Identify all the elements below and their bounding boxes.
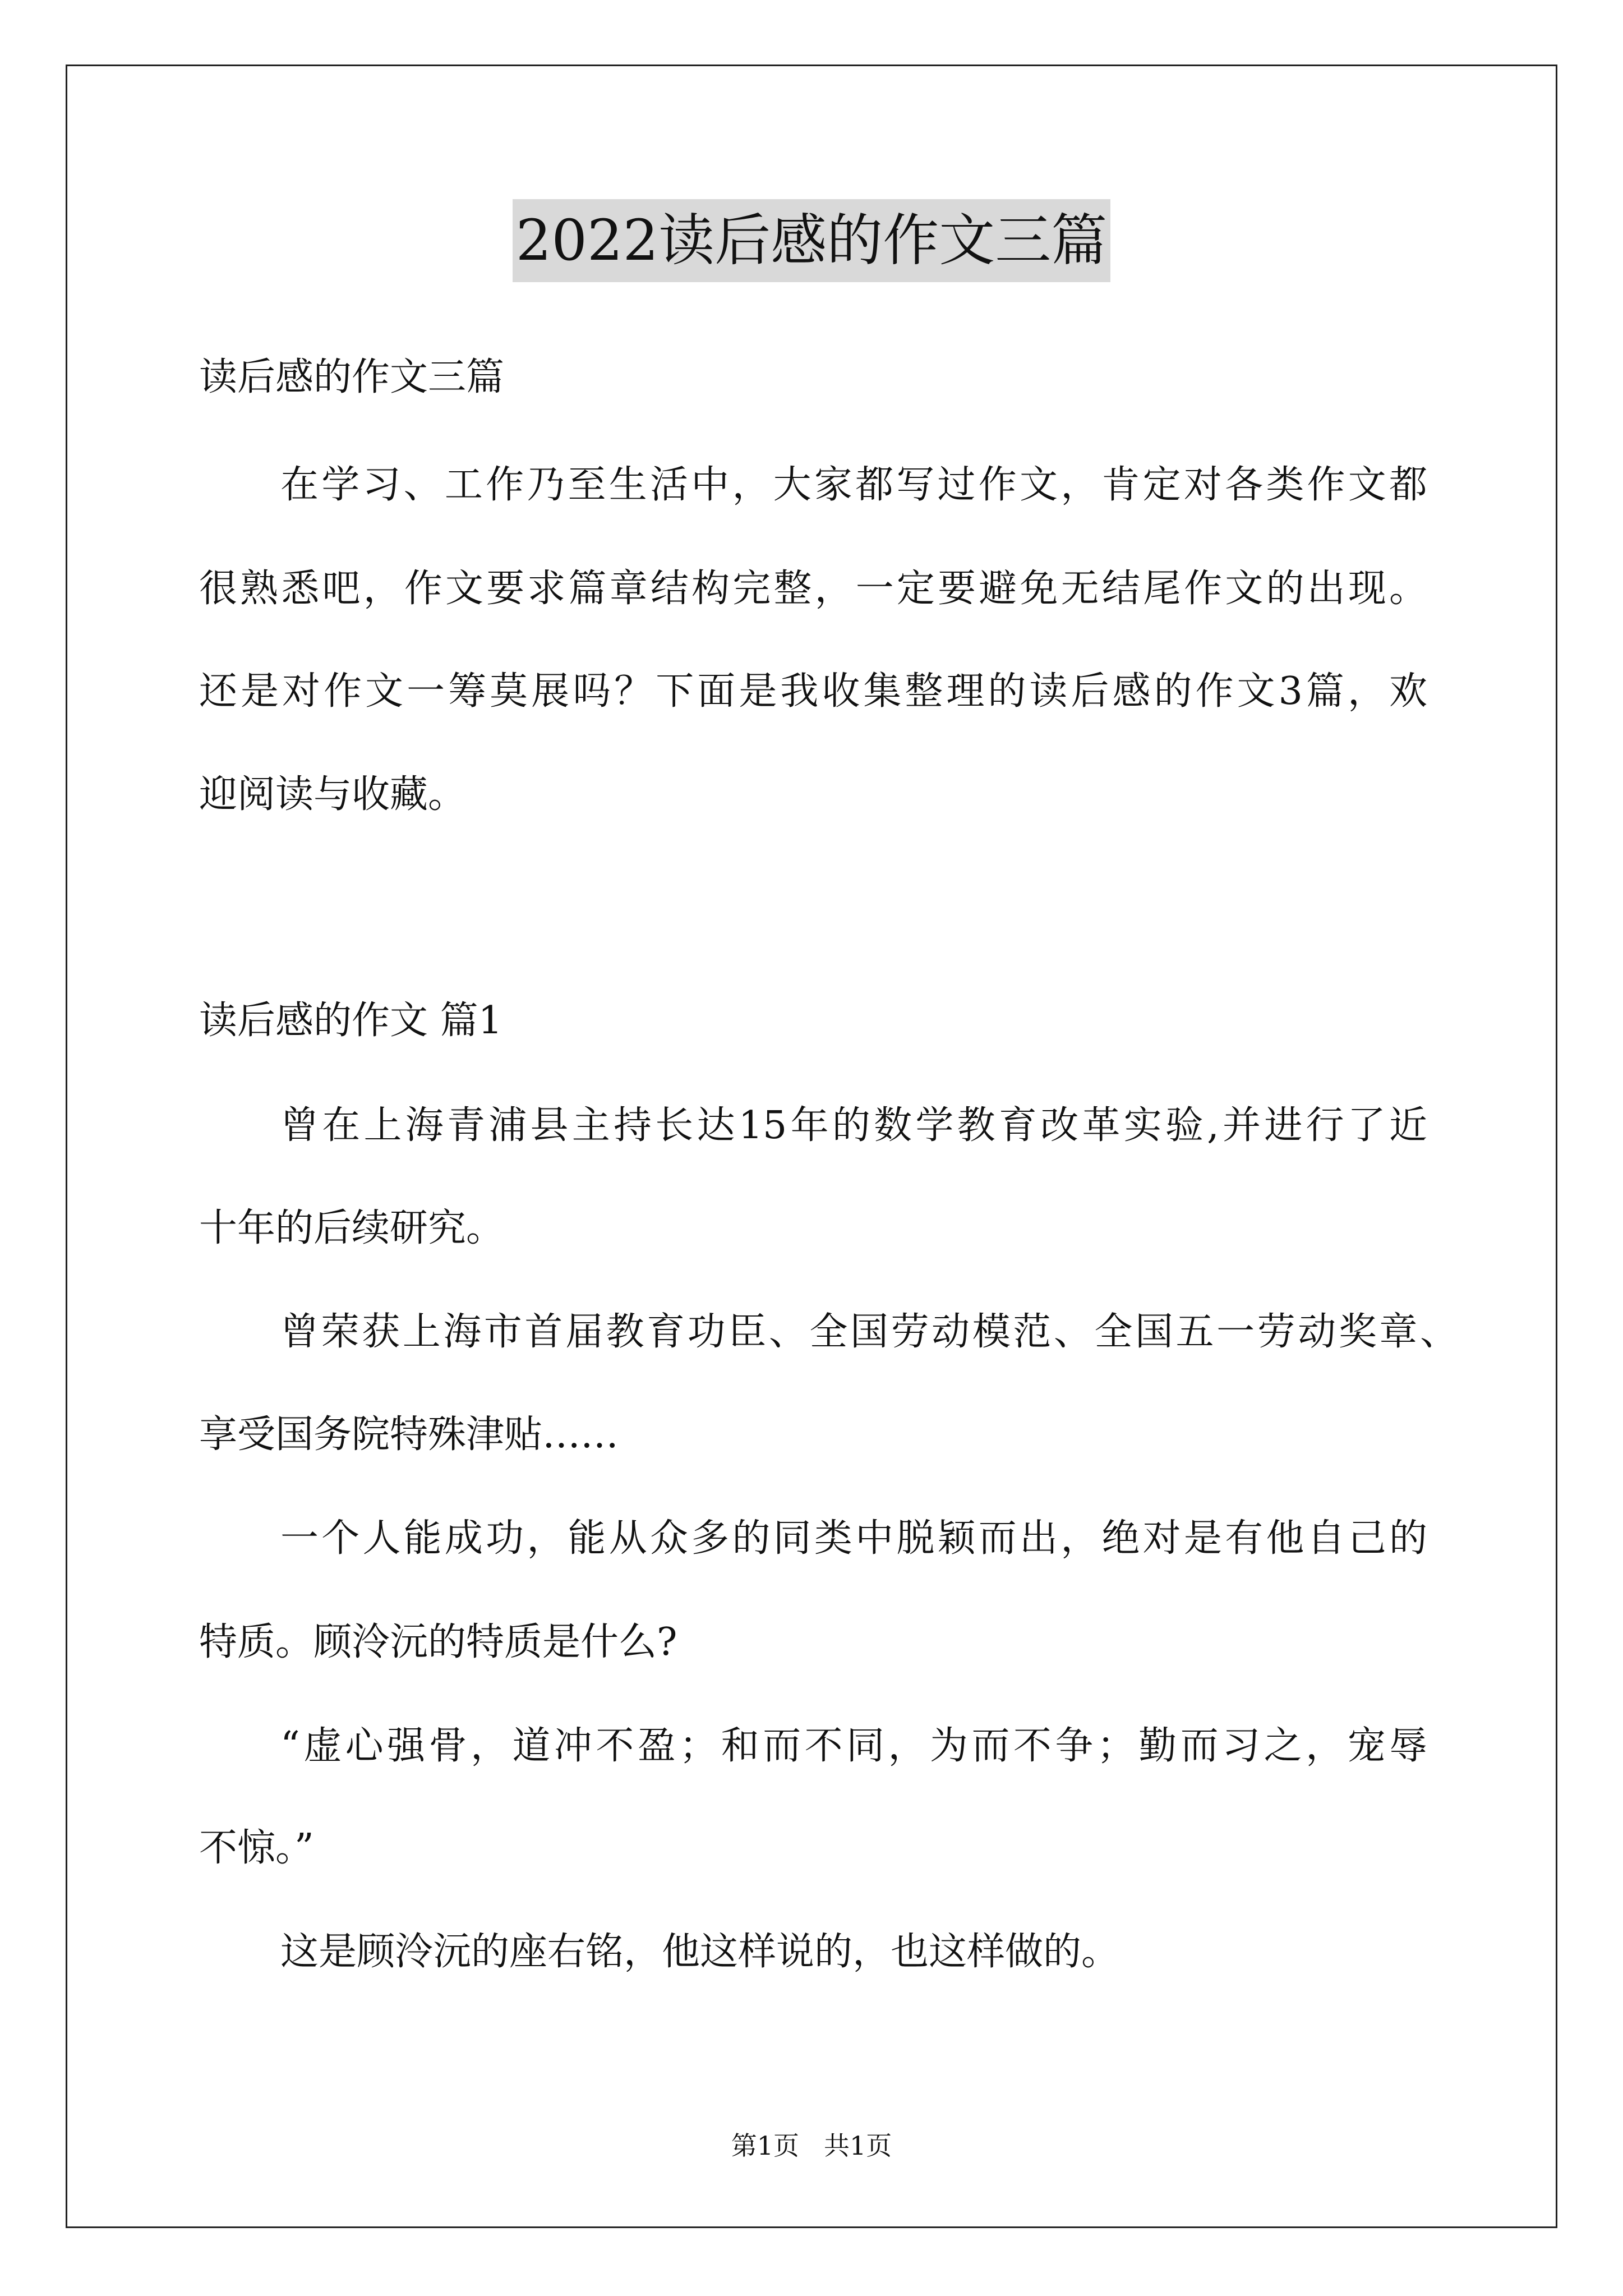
intro-line-4: 迎阅读与收藏。 [199, 772, 467, 817]
intro-line-2: 很熟悉吧，作文要求篇章结构完整，一定要避免无结尾作文的出现。 [199, 567, 1427, 611]
section-heading: 读后感的作文 篇1 [199, 999, 502, 1043]
paragraph-line-7: “虚心强骨，道冲不盈；和而不同，为而不争；勤而习之，宠辱 [280, 1724, 1427, 1768]
paragraph-line-9: 这是顾泠沅的座右铭，他这样说的，也这样做的。 [280, 1930, 1120, 1974]
paragraph-line-3: 曾荣获上海市首届教育功臣、全国劳动模范、全国五一劳动奖章、 [280, 1310, 1458, 1354]
paragraph-line-4: 享受国务院特殊津贴…… [199, 1412, 619, 1457]
document-subtitle: 读后感的作文三篇 [199, 355, 505, 399]
page-total: 共1页 [824, 2131, 892, 2161]
paragraph-line-1: 曾在上海青浦县主持长达15年的数学教育改革实验,并进行了近 [280, 1103, 1427, 1148]
document-title: 2022读后感的作文三篇 [513, 199, 1111, 282]
paragraph-line-2: 十年的后续研究。 [199, 1206, 505, 1250]
paragraph-line-5: 一个人能成功，能从众多的同类中脱颖而出，绝对是有他自己的 [280, 1516, 1427, 1561]
intro-line-3: 还是对作文一筹莫展吗？下面是我收集整理的读后感的作文3篇，欢 [199, 669, 1427, 714]
document-title-wrapper [0, 199, 1623, 282]
page-number: 第1页 [731, 2131, 799, 2161]
paragraph-line-8: 不惊。” [199, 1826, 314, 1870]
page-footer [0, 2129, 1623, 2162]
paragraph-line-6: 特质。顾泠沅的特质是什么? [199, 1620, 677, 1664]
intro-line-1: 在学习、工作乃至生活中，大家都写过作文，肯定对各类作文都 [280, 463, 1427, 507]
